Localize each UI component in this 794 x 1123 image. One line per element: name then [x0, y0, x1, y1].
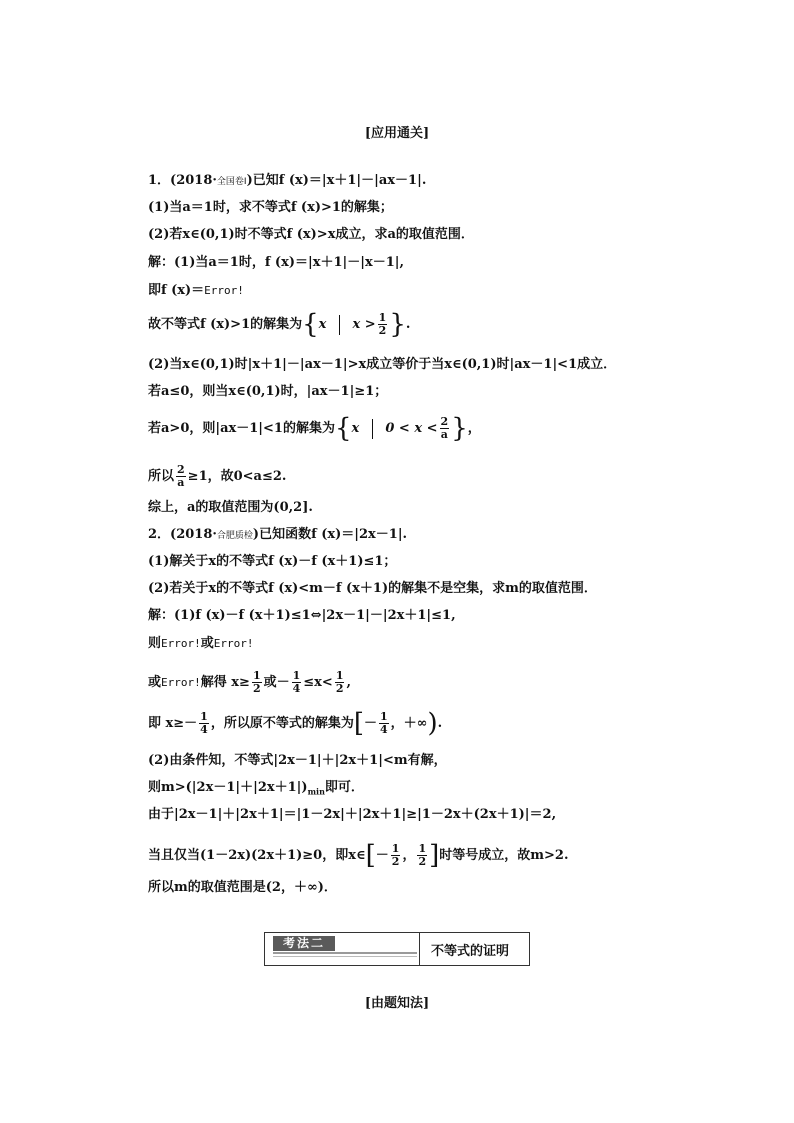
brace-right: } — [389, 309, 406, 340]
fraction: $\frac{1}{2}$ — [335, 669, 344, 695]
p1-number: 1．(2018· — [148, 173, 217, 188]
p2-question-1: (1)解关于x的不等式f (x)－f (x＋1)≤1； — [148, 554, 397, 569]
p2-solution-2 — [148, 635, 254, 653]
p2-solution-8: 当且仅当(1－2x)(2x＋1)≥0，即x∈[－ $\frac{1}{2}$ ， $\frac{1}{2}$ ]时等号成立，故m>2. — [148, 840, 569, 871]
bracket-right: ] — [429, 840, 440, 871]
p2-s6-text-b: 即可． — [324, 780, 364, 795]
p2-solution-1: 解：(1)f (x)－f (x＋1)≤1⇔|2x－1|－|2x＋1|≤1, — [148, 608, 456, 623]
p1-s6-cond: 0 < x < — [385, 421, 438, 436]
p2-s4-text-b: ，所以原不等式的解集为 — [210, 716, 354, 731]
p2-solution-7: 由于|2x－1|＋|2x＋1|＝|1－2x|＋|2x＋1|≥|1－2x＋(2x＋1)|＝2, — [148, 807, 557, 822]
fraction: $\frac{1}{2}$ — [252, 669, 261, 695]
p1-solution-4: (2)当x∈(0,1)时|x＋1|－|ax－1|>x成立等价于当x∈(0,1)时|ax－1|<1成立． — [148, 357, 617, 372]
set-bar — [339, 315, 340, 335]
p2-s4-text: 即 x≥－ — [148, 716, 198, 731]
section-heading-bottom: [由题知法] — [364, 996, 430, 1011]
badge-left-panel — [265, 933, 420, 965]
p1-stem-text: )已知f (x)＝|x＋1|－|ax－1|. — [246, 173, 427, 188]
fraction: $\frac{1}{4}$ — [380, 710, 388, 736]
fraction: $\frac{1}{2}$ — [378, 311, 387, 337]
p1-s6-text: 若a>0，则|ax－1|<1的解集为 — [148, 421, 335, 436]
brace-left: { — [302, 309, 319, 340]
badge-tag: 考法二 — [273, 936, 335, 951]
p1-solution-5: 若a≤0，则当x∈(0,1)时，|ax－1|≥1； — [148, 384, 388, 399]
paren-right: ) — [427, 708, 438, 739]
p2-solution-3: 或Error!解得 x≥ $\frac{1}{2}$ 或－ $\frac{1}{4}$ ≤x< $\frac{1}{2}$ , — [148, 669, 351, 695]
p2-s2-text: 则 — [148, 636, 162, 651]
p2-s3-text: 解得 x≥ — [200, 675, 250, 690]
p2-s3-text-d: ≤x< — [303, 675, 333, 690]
p2-s2-or: 或 — [200, 636, 214, 651]
p1-s7-text-b: ≥1，故0<a≤2. — [187, 469, 287, 484]
fraction: $\frac{1}{4}$ — [200, 710, 208, 736]
p2-s8-text-d: 时等号成立，故m>2. — [439, 848, 569, 863]
section-badge — [264, 932, 530, 966]
fraction: $\frac{2}{a}$ — [440, 415, 449, 441]
p1-solution-7 — [148, 464, 286, 489]
section-heading-top: [应用通关] — [364, 126, 430, 141]
p1-solution-1: 解：(1)当a＝1时，f (x)＝|x＋1|－|x－1|, — [148, 255, 405, 270]
fraction: $\frac{2}{a}$ — [177, 463, 185, 489]
badge-title: 不等式的证明 — [431, 944, 510, 959]
p2-number: 2．(2018· — [148, 527, 217, 542]
p2-s3-or: 或 — [148, 675, 162, 690]
fraction: $\frac{1}{4}$ — [292, 669, 301, 695]
p1-s3-text: 故不等式f (x)>1的解集为 — [148, 317, 303, 332]
p1-s2-text: 即f (x)＝ — [148, 283, 205, 298]
p1-s7-text: 所以 — [148, 469, 175, 484]
p1-solution-6: 若a>0，则|ax－1|<1的解集为{x 0 < x < $\frac{2}{a}$ }， — [148, 413, 481, 444]
p1-source: 全国卷Ⅰ — [216, 177, 247, 187]
p1-s3-var: x — [318, 317, 327, 332]
brace-left: { — [334, 413, 352, 444]
p2-s8-text: 当且仅当(1－2x)(2x＋1)≥0，即x∈ — [148, 848, 366, 863]
p2-question-2: (2)若关于x的不等式f (x)<m－f (x＋1)的解集不是空集，求m的取值范围． — [148, 581, 597, 596]
p1-error-placeholder: Error! — [204, 284, 244, 297]
p1-solution-3: 故不等式f (x)>1的解集为{x x > $\frac{1}{2}$ }. — [148, 309, 411, 340]
p2-solution-6 — [148, 779, 364, 801]
p2-solution-9: 所以m的取值范围是(2，＋∞)． — [148, 880, 337, 895]
p2-error-placeholder: Error! — [161, 676, 201, 689]
p2-source: 合肥质检 — [216, 531, 253, 541]
p2-s6-text: 则m>(|2x－1|＋|2x＋1|) — [148, 780, 308, 795]
bracket-left: [ — [365, 840, 376, 871]
p2-stem-text: )已知函数f (x)＝|2x－1|. — [252, 527, 408, 542]
p1-solution-8: 综上，a的取值范围为(0,2]. — [148, 500, 313, 515]
fraction: $\frac{1}{2}$ — [418, 842, 427, 868]
p1-s3-cond: x > — [352, 317, 376, 332]
p2-s6-subscript: min — [307, 786, 325, 797]
p1-s6-var: x — [351, 421, 360, 436]
p2-s3-text-c: 或－ — [263, 675, 290, 690]
badge-underline-thin — [273, 956, 417, 957]
p2-error-placeholder: Error! — [213, 637, 254, 650]
p2-solution-4: 即 x≥－ $\frac{1}{4}$ ，所以原不等式的解集为[－ $\frac{1}{4}$ ，＋∞). — [148, 708, 443, 739]
p2-error-placeholder: Error! — [161, 637, 201, 650]
p2-stem — [148, 526, 407, 545]
fraction: $\frac{1}{2}$ — [391, 842, 400, 868]
brace-right: } — [451, 413, 468, 444]
p2-solution-5: (2)由条件知，不等式|2x－1|＋|2x＋1|<m有解， — [148, 753, 447, 768]
set-bar — [372, 419, 373, 439]
p1-solution-2 — [148, 282, 244, 300]
badge-underline — [273, 952, 417, 954]
p1-question-1: (1)当a＝1时，求不等式f (x)>1的解集； — [148, 200, 393, 215]
p1-question-2: (2)若x∈(0,1)时不等式f (x)>x成立，求a的取值范围． — [148, 227, 474, 242]
bracket-left: [ — [353, 708, 364, 739]
p1-stem — [148, 172, 426, 191]
